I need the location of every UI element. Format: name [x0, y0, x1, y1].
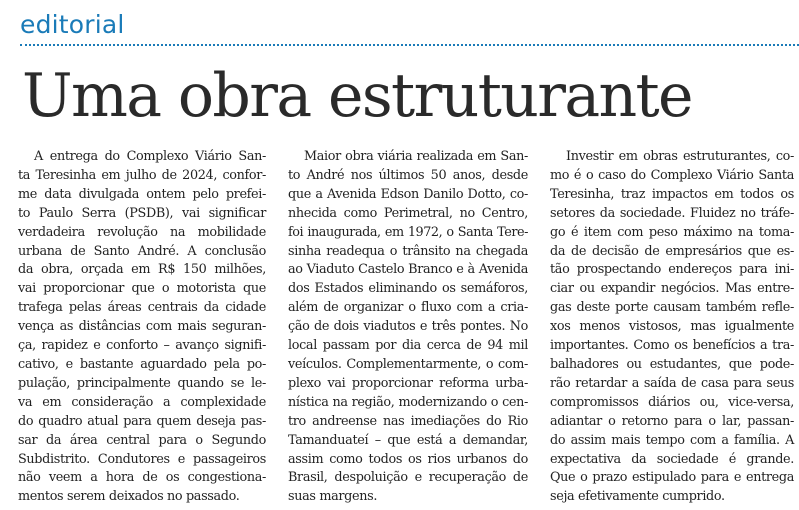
paragraph-line: trafega pelas áreas centrais da cidade — [18, 300, 266, 316]
paragraph-line: to Paulo Serra (PSDB), vai significar — [18, 205, 266, 221]
paragraph-line: dos Estados eliminando os semáforos, — [288, 281, 528, 297]
paragraph-line: que a Avenida Edson Danilo Dotto, co- — [288, 186, 528, 202]
paragraph-line: ta Teresinha em julho de 2024, confor- — [18, 167, 266, 183]
paragraph-line: setores da sociedade. Fluidez no tráfe- — [550, 205, 794, 221]
article-column-3 — [550, 148, 794, 507]
paragraph-line: Que o prazo estipulado para e entrega — [550, 470, 794, 486]
paragraph-line: nística na região, modernizando o cen- — [288, 394, 528, 410]
paragraph-line: assim como todos os rios urbanos do — [288, 451, 528, 467]
paragraph-line: me data divulgada ontem pelo prefei- — [18, 186, 266, 202]
paragraph-line: go é item com peso máximo na toma- — [550, 224, 794, 240]
paragraph-line: do assim mais tempo com a família. A — [550, 432, 794, 448]
paragraph-line: mo é o caso do Complexo Viário Santa — [550, 167, 794, 183]
paragraph-line: Brasil, despoluição e recuperação de — [288, 470, 528, 486]
paragraph-line: balhadores ou estudantes, que pode- — [550, 356, 794, 372]
article-column-2 — [288, 148, 528, 507]
paragraph-line: va em consideração a complexidade — [18, 394, 266, 410]
paragraph-line: nhecida como Perimetral, no Centro, — [288, 205, 528, 221]
paragraph-line: da obra, orçada em R$ 150 milhões, — [18, 262, 266, 278]
paragraph-line: não veem a hora de os congestiona- — [18, 470, 266, 486]
paragraph-line: seja efetivamente cumprido. — [550, 489, 725, 505]
headline: Uma obra estruturante — [22, 61, 692, 131]
paragraph-line: Maior obra viária realizada em San- — [304, 149, 528, 164]
paragraph-line: ciar ou expandir negócios. Mas entre- — [550, 281, 794, 297]
paragraph-line: suas margens. — [288, 489, 378, 505]
paragraph-line: além de organizar o fluxo com a cria- — [288, 300, 528, 316]
paragraph-line: Subdistrito. Condutores e passageiros — [18, 451, 266, 467]
paragraph-line: urbana de Santo André. A conclusão — [18, 243, 266, 259]
section-label: editorial — [20, 10, 125, 39]
paragraph-line: adiantar o retorno para o lar, passan- — [550, 413, 794, 429]
paragraph-line: A entrega do Complexo Viário San- — [34, 149, 266, 164]
article-column-1 — [18, 148, 266, 507]
paragraph-line: sinha readequa o trânsito na chegada — [288, 243, 528, 259]
paragraph-line: do quadro atual para quem deseja pas- — [18, 413, 266, 429]
paragraph-line: Tamanduateí – que está a demandar, — [288, 432, 528, 448]
paragraph-line: verdadeira revolução na mobilidade — [18, 224, 266, 240]
paragraph-line: ção de dois viadutos e três pontes. No — [288, 319, 528, 335]
paragraph-line: vença as distâncias com mais seguran- — [18, 319, 266, 335]
paragraph-line: local passam por dia cerca de 94 mil — [288, 338, 528, 354]
paragraph-line: importantes. Como os benefícios a tra- — [550, 338, 794, 354]
paragraph-line: cativo, e bastante aguardado pela po- — [18, 356, 266, 372]
paragraph-line: to André nos últimos 50 anos, desde — [288, 167, 528, 183]
paragraph-line: xos menos vistosos, mas igualmente — [550, 319, 794, 335]
paragraph-line: compromissos diários ou, vice-versa, — [550, 394, 794, 410]
paragraph-line: gas deste porte causam também refle- — [550, 300, 794, 316]
paragraph-line: veículos. Complementarmente, o com- — [288, 356, 528, 372]
paragraph-line: tro andreense nas imediações do Rio — [288, 413, 528, 429]
paragraph-line: vai proporcionar que o motorista que — [18, 281, 266, 297]
paragraph-line: pulação, principalmente quando se le- — [18, 375, 266, 391]
paragraph-line: sar da área central para o Segundo — [18, 432, 266, 448]
paragraph-line: foi inaugurada, em 1972, o Santa Tere- — [288, 224, 528, 240]
paragraph-line: rão retardar a saída de casa para seus — [550, 375, 794, 391]
paragraph-line: da de decisão de empresários que es- — [550, 243, 794, 259]
paragraph-line: plexo vai proporcionar reforma urba- — [288, 375, 528, 391]
section-divider — [20, 44, 799, 46]
paragraph-line: expectativa da sociedade é grande. — [550, 451, 794, 467]
paragraph-line: Investir em obras estruturantes, co- — [566, 149, 794, 164]
paragraph-line: ça, rapidez e conforto – avanço signifi- — [18, 338, 266, 354]
paragraph-line: ao Viaduto Castelo Branco e à Avenida — [288, 262, 528, 278]
paragraph-line: tão prospectando endereços para ini- — [550, 262, 794, 278]
paragraph-line: mentos serem deixados no passado. — [18, 489, 240, 505]
paragraph-line: Teresinha, traz impactos em todos os — [550, 186, 794, 202]
